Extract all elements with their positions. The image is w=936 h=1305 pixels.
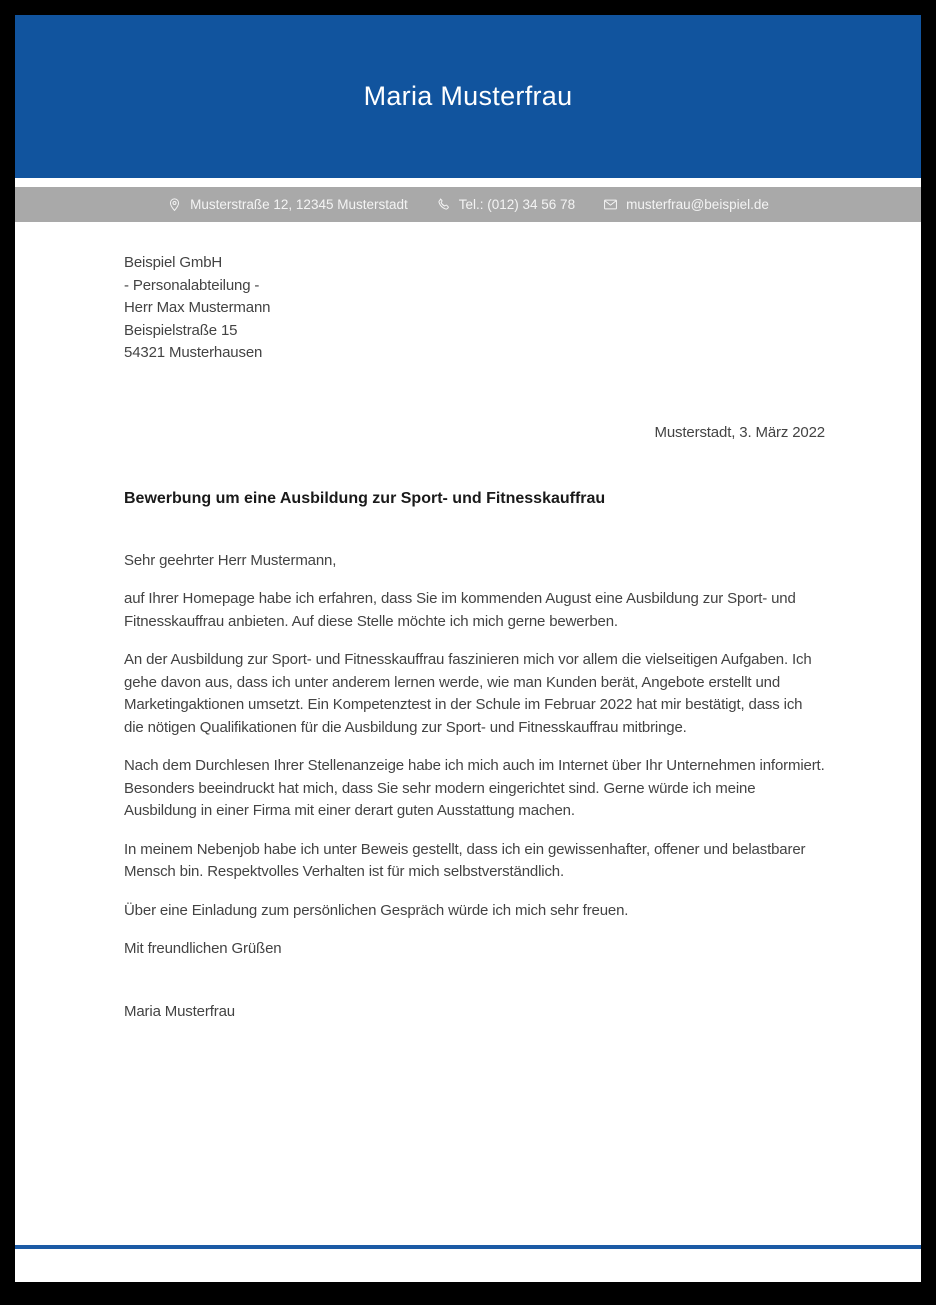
date-line: Musterstadt, 3. März 2022 [654,423,825,441]
contact-phone [436,197,575,212]
header-divider [15,178,921,187]
footer-rule [15,1245,921,1249]
sender-name-title: Maria Musterfrau [363,81,573,111]
letter-page [15,15,921,1282]
contact-email-text: musterfrau@beispiel.de [626,197,769,212]
closing-formula: Mit freundlichen Grüßen [124,940,282,957]
subject-line: Bewerbung um eine Ausbildung zur Sport- und Fitnesskauffrau [124,490,606,507]
body-paragraph: auf Ihrer Homepage habe ich erfahren, dass Sie im kommenden August eine Ausbildung zur Sport- und Fitnesskauffrau anbieten. Auf diese Stelle möchte ich mich gerne bewerben. [124,590,796,630]
contact-email [603,197,769,212]
recipient-line: 54321 Musterhausen [124,344,263,361]
signature-name: Maria Musterfrau [124,1002,235,1020]
salutation: Sehr geehrter Herr Mustermann, [124,551,337,569]
header-band [15,15,921,178]
contact-address-text: Musterstraße 12, 12345 Musterstadt [190,197,408,212]
location-pin-icon [167,197,182,212]
letter-body [124,252,825,1023]
recipient-line: Herr Max Mustermann [124,299,271,316]
contact-bar [15,187,921,222]
envelope-icon [603,197,618,212]
contact-phone-text: Tel.: (012) 34 56 78 [458,197,576,212]
body-paragraph: An der Ausbildung zur Sport- und Fitnesskauffrau faszinieren mich vor allem die vielseitigen Aufgaben. Ich gehe davon aus, dass ich unter anderem lernen werde, wie man Kunden berät, Angebote erstellt und Marketingaktionen umsetzt. Ein Kompetenztest in der Schule im Februar 2022 hat mir bestätigt, dass ich die nötigen Qualifikationen für die Ausbildung zur Sport- und Fitnesskauffrau mitbringe. [124,651,812,736]
recipient-address-block [124,252,825,365]
recipient-line: Beispielstraße 15 [124,321,238,339]
body-paragraph: Nach dem Durchlesen Ihrer Stellenanzeige habe ich mich auch im Internet über Ihr Unternehmen informiert. Besonders beeindruckt hat mich, dass Sie sehr modern eingerichtet sind. Gerne würde ich meine Ausbildung in einer Firma mit einer derart guten Ausstattung machen. [124,757,825,819]
phone-icon [436,197,451,212]
body-paragraph: In meinem Nebenjob habe ich unter Beweis gestellt, dass ich ein gewissenhafter, offener und belastbarer Mensch bin. Respektvolles Verhalten ist für mich selbstverständlich. [124,840,806,880]
body-paragraph: Über eine Einladung zum persönlichen Gespräch würde ich mich sehr freuen. [124,901,629,919]
recipient-line: Beispiel GmbH [124,254,223,271]
recipient-line: - Personalabteilung - [124,276,260,294]
contact-address [167,197,408,212]
